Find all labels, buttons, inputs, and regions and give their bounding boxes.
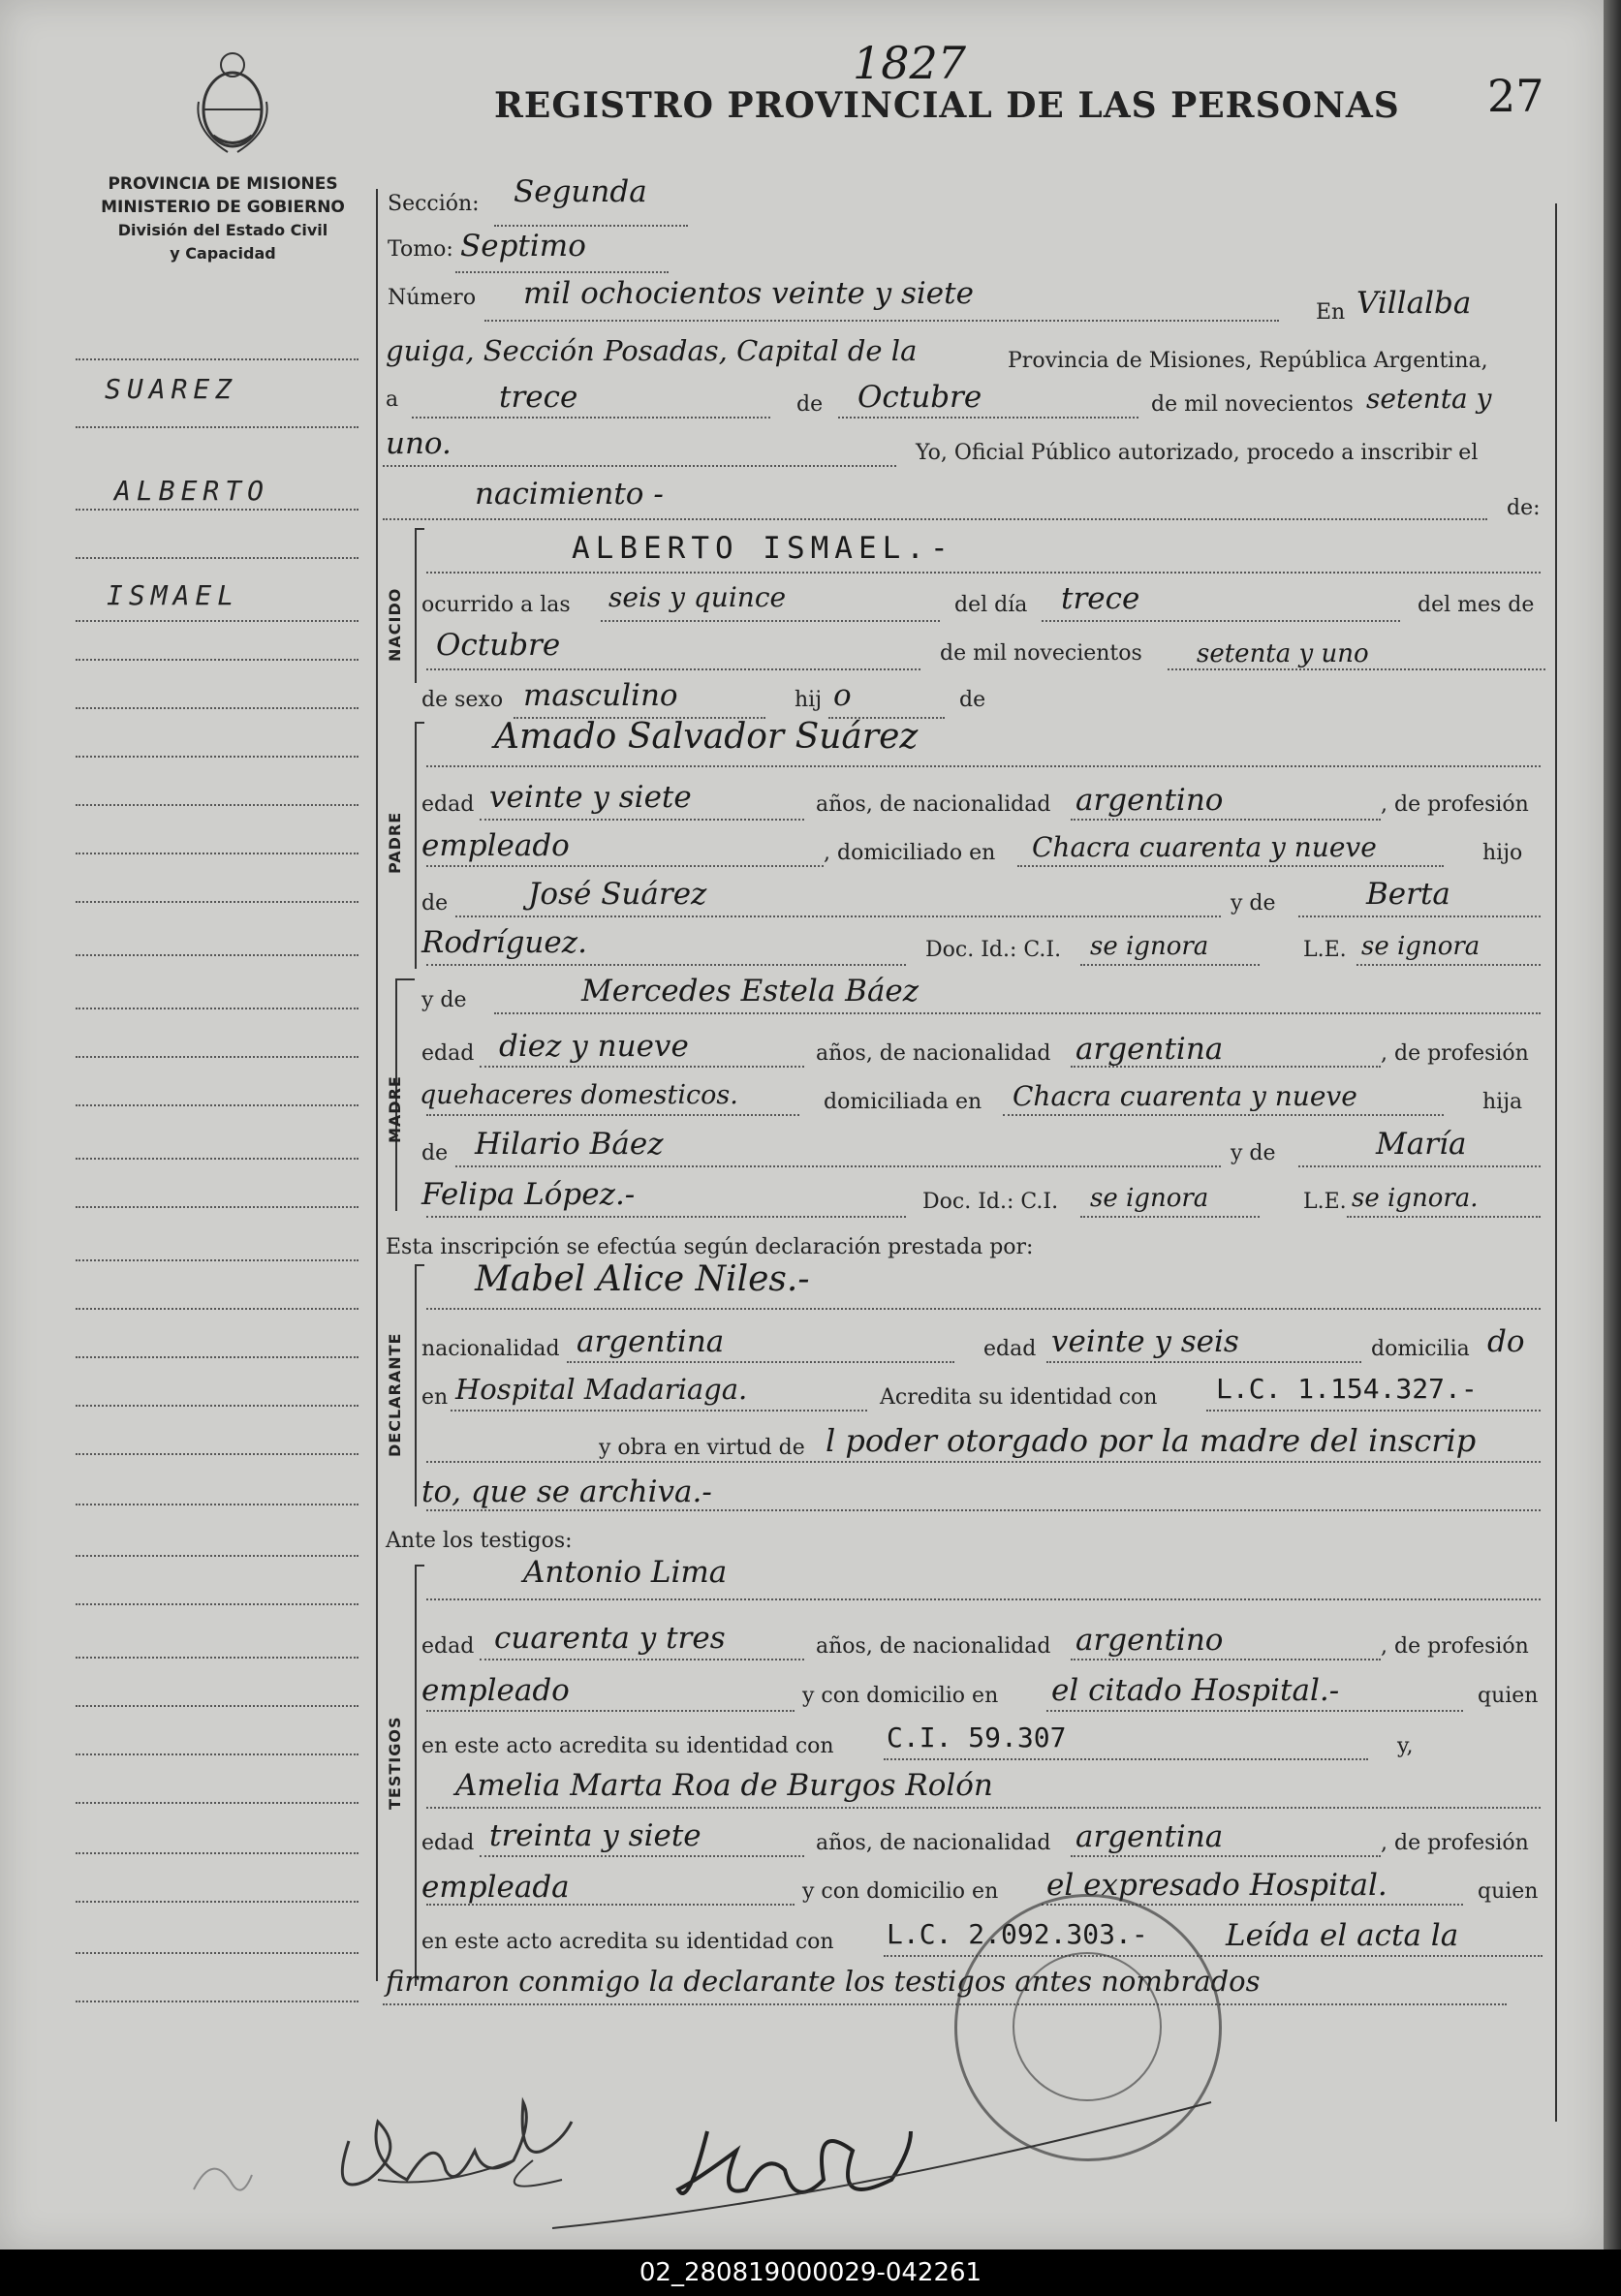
value-madre-hija-de: Hilario Báez [475, 1127, 664, 1162]
label-a: a [386, 388, 399, 412]
label-y-de-madre: y de [421, 988, 467, 1012]
label-en-este-acto-t1: en este acto acredita su identidad con [421, 1734, 834, 1758]
value-madre-dom: Chacra cuarenta y nueve [1013, 1080, 1357, 1112]
value-mes-nac: Octubre [436, 628, 561, 663]
label-y-de: y de [1231, 891, 1276, 915]
value-t2-prof: empleada [421, 1870, 570, 1905]
value-padre-dom: Chacra cuarenta y nueve [1032, 831, 1377, 863]
value-t2-dom: el expresado Hospital. [1046, 1868, 1387, 1903]
section-padre: PADRE [386, 811, 404, 875]
value-dia-nac: trece [1061, 581, 1140, 616]
label-del-dia: del día [954, 593, 1028, 617]
value-dia: trece [499, 380, 578, 415]
label-edad-madre: edad [421, 1041, 475, 1066]
value-padre-ci: se ignora [1090, 932, 1209, 961]
label-quien-t2: quien [1478, 1879, 1539, 1904]
label-anos-nac: años, de nacionalidad [816, 792, 1051, 817]
label-en-decl: en [421, 1385, 449, 1410]
label-ante-testigos: Ante los testigos: [386, 1529, 573, 1553]
label-seccion: Sección: [388, 192, 480, 216]
label-ocurrido: ocurrido a las [421, 593, 571, 617]
section-declarante: DECLARANTE [386, 1332, 404, 1458]
label-domicilia: domicilia [1371, 1337, 1470, 1361]
coat-of-arms-icon [189, 44, 276, 160]
value-hora: seis y quince [608, 581, 787, 613]
value-madre-nombre: Mercedes Estela Báez [581, 974, 920, 1008]
value-padre-madre-2: Rodríguez. [421, 925, 587, 960]
label-le: L.E. [1303, 938, 1347, 962]
label-acredita: Acredita su identidad con [880, 1385, 1158, 1410]
label-de-2: de [959, 688, 986, 712]
label-profesion: , de profesión [1381, 792, 1529, 817]
label-de-3: de [421, 891, 449, 915]
page-number: 27 [1487, 70, 1544, 122]
value-lugar-2: guiga, Sección Posadas, Capital de la [386, 334, 918, 367]
label-en-este-acto-t2: en este acto acredita su identidad con [421, 1930, 834, 1954]
value-madre-le: se ignora. [1352, 1184, 1479, 1213]
label-de: de [796, 392, 824, 417]
value-decl-nac: argentina [577, 1324, 725, 1359]
label-hija: hija [1482, 1090, 1523, 1114]
margin-second-name: ISMAEL [107, 579, 240, 611]
label-domiciliado: , domiciliado en [824, 841, 996, 865]
value-t1-nac: argentino [1075, 1623, 1224, 1658]
value-nombre: ALBERTO ISMAEL.- [572, 531, 954, 566]
value-t1-edad: cuarenta y tres [494, 1621, 726, 1656]
org-line: PROVINCIA DE MISIONES [108, 174, 338, 194]
label-de-madre: de [421, 1141, 449, 1165]
org-block [68, 172, 378, 265]
label-mil-novecientos-2: de mil novecientos [940, 641, 1142, 666]
value-anio-1: setenta y [1366, 383, 1492, 415]
label-sexo: de sexo [421, 688, 504, 712]
org-line: División del Estado Civil [117, 221, 328, 239]
value-seccion: Segunda [514, 174, 647, 209]
margin-first-name: ALBERTO [114, 475, 270, 507]
label-numero: Número [388, 286, 477, 310]
label-anos-nac-madre: años, de nacionalidad [816, 1041, 1051, 1066]
scan-footer: 02_280819000029-042261 [0, 2249, 1621, 2296]
page-edge [1604, 0, 1621, 2249]
value-padre-nombre: Amado Salvador Suárez [494, 717, 919, 757]
label-le-madre: L.E. [1303, 1190, 1347, 1214]
label-doc-id: Doc. Id.: C.I. [925, 938, 1062, 962]
label-edad-decl: edad [983, 1337, 1037, 1361]
value-t1-prof: empleado [421, 1673, 570, 1708]
value-madre-madre-1: María [1376, 1127, 1467, 1162]
margin-surname: SUAREZ [105, 373, 238, 405]
value-decl-dom-suf: do [1487, 1324, 1525, 1359]
label-anos-nac-t2: años, de nacionalidad [816, 1831, 1051, 1855]
value-madre-nac: argentina [1075, 1032, 1224, 1067]
label-edad-t2: edad [421, 1831, 475, 1855]
label-del-mes: del mes de [1418, 593, 1535, 617]
label-y-obra: y obra en virtud de [599, 1436, 805, 1460]
value-t2-nac: argentina [1075, 1819, 1224, 1854]
label-tomo: Tomo: [388, 237, 453, 262]
label-esta-inscripcion: Esta inscripción se efectúa según declaración prestada por: [386, 1235, 1034, 1259]
value-padre-hijo-de: José Suárez [528, 877, 707, 912]
label-domiciliada: domiciliada en [824, 1090, 982, 1114]
label-con-domicilio-t1: y con domicilio en [802, 1684, 999, 1708]
label-nacionalidad: nacionalidad [421, 1337, 560, 1361]
value-numero: mil ochocientos veinte y siete [523, 276, 974, 311]
value-madre-edad: diez y nueve [499, 1029, 689, 1064]
value-padre-le: se ignora [1361, 932, 1481, 961]
value-lugar-1: Villalba [1356, 286, 1472, 321]
label-en: En [1316, 300, 1346, 325]
value-t1-doc: C.I. 59.307 [887, 1722, 1067, 1753]
value-hijo-suf: o [833, 678, 852, 713]
value-leida-1: Leída el acta la [1226, 1918, 1459, 1953]
value-padre-prof: empleado [421, 828, 570, 863]
label-hijo: hijo [1482, 841, 1523, 865]
label-profesion-t2: , de profesión [1381, 1831, 1529, 1855]
value-declarante-nombre: Mabel Alice Niles.- [475, 1259, 810, 1299]
value-t1-dom: el citado Hospital.- [1051, 1673, 1340, 1708]
value-padre-edad: veinte y siete [489, 780, 692, 815]
value-anio-2: uno. [386, 426, 452, 461]
label-y-coma: y, [1397, 1734, 1414, 1758]
label-quien-t1: quien [1478, 1684, 1539, 1708]
value-acto: nacimiento - [475, 477, 664, 512]
value-madre-madre-2: Felipa López.- [421, 1177, 636, 1212]
value-leida-2: firmaron conmigo la declarante los testigos antes nombrados [386, 1965, 1261, 1998]
value-madre-ci: se ignora [1090, 1184, 1209, 1213]
label-edad: edad [421, 792, 475, 817]
section-testigos: TESTIGOS [386, 1716, 404, 1811]
value-decl-doc: L.C. 1.154.327.- [1216, 1373, 1478, 1405]
label-provincia: Provincia de Misiones, República Argentina, [1008, 349, 1488, 373]
section-madre: MADRE [386, 1075, 404, 1143]
value-testigo1-nombre: Antonio Lima [523, 1555, 728, 1590]
value-decl-obra-2: to, que se archiva.- [421, 1474, 712, 1509]
label-profesion-madre: , de profesión [1381, 1041, 1529, 1066]
org-line: y Capacidad [170, 244, 276, 263]
record-number: 1827 [853, 37, 967, 89]
value-decl-en: Hospital Madariaga. [455, 1373, 748, 1406]
section-nacido: NACIDO [386, 587, 404, 663]
value-anio-nac: setenta y uno [1197, 639, 1369, 668]
value-mes: Octubre [857, 380, 982, 415]
value-decl-edad: veinte y seis [1051, 1324, 1239, 1359]
label-con-domicilio-t2: y con domicilio en [802, 1879, 999, 1904]
value-t2-edad: treinta y siete [489, 1818, 701, 1853]
label-yo-oficial: Yo, Oficial Público autorizado, procedo a inscribir el [916, 441, 1479, 465]
label-anos-nac-t1: años, de nacionalidad [816, 1634, 1051, 1659]
label-y-de-madre-2: y de [1231, 1141, 1276, 1165]
value-sexo: masculino [523, 678, 678, 713]
label-mil-novecientos: de mil novecientos [1151, 392, 1354, 417]
label-profesion-t1: , de profesión [1381, 1634, 1529, 1659]
label-doc-id-madre: Doc. Id.: C.I. [922, 1190, 1059, 1214]
value-t2-doc: L.C. 2.092.303.- [887, 1918, 1148, 1950]
value-testigo2-nombre: Amelia Marta Roa de Burgos Rolón [455, 1768, 993, 1803]
label-hij: hij [795, 688, 823, 712]
value-padre-nac: argentino [1075, 783, 1224, 818]
value-tomo: Septimo [460, 229, 586, 264]
value-padre-madre-1: Berta [1366, 877, 1450, 912]
value-decl-obra-1: l poder otorgado por la madre del inscrip [826, 1422, 1477, 1459]
registry-title: REGISTRO PROVINCIAL DE LAS PERSONAS [494, 85, 1400, 126]
label-edad-t1: edad [421, 1634, 475, 1659]
label-de-colon: de: [1507, 496, 1541, 520]
signatures [165, 2044, 1327, 2248]
value-madre-prof: quehaceres domesticos. [420, 1080, 738, 1110]
org-line: MINISTERIO DE GOBIERNO [101, 198, 345, 217]
